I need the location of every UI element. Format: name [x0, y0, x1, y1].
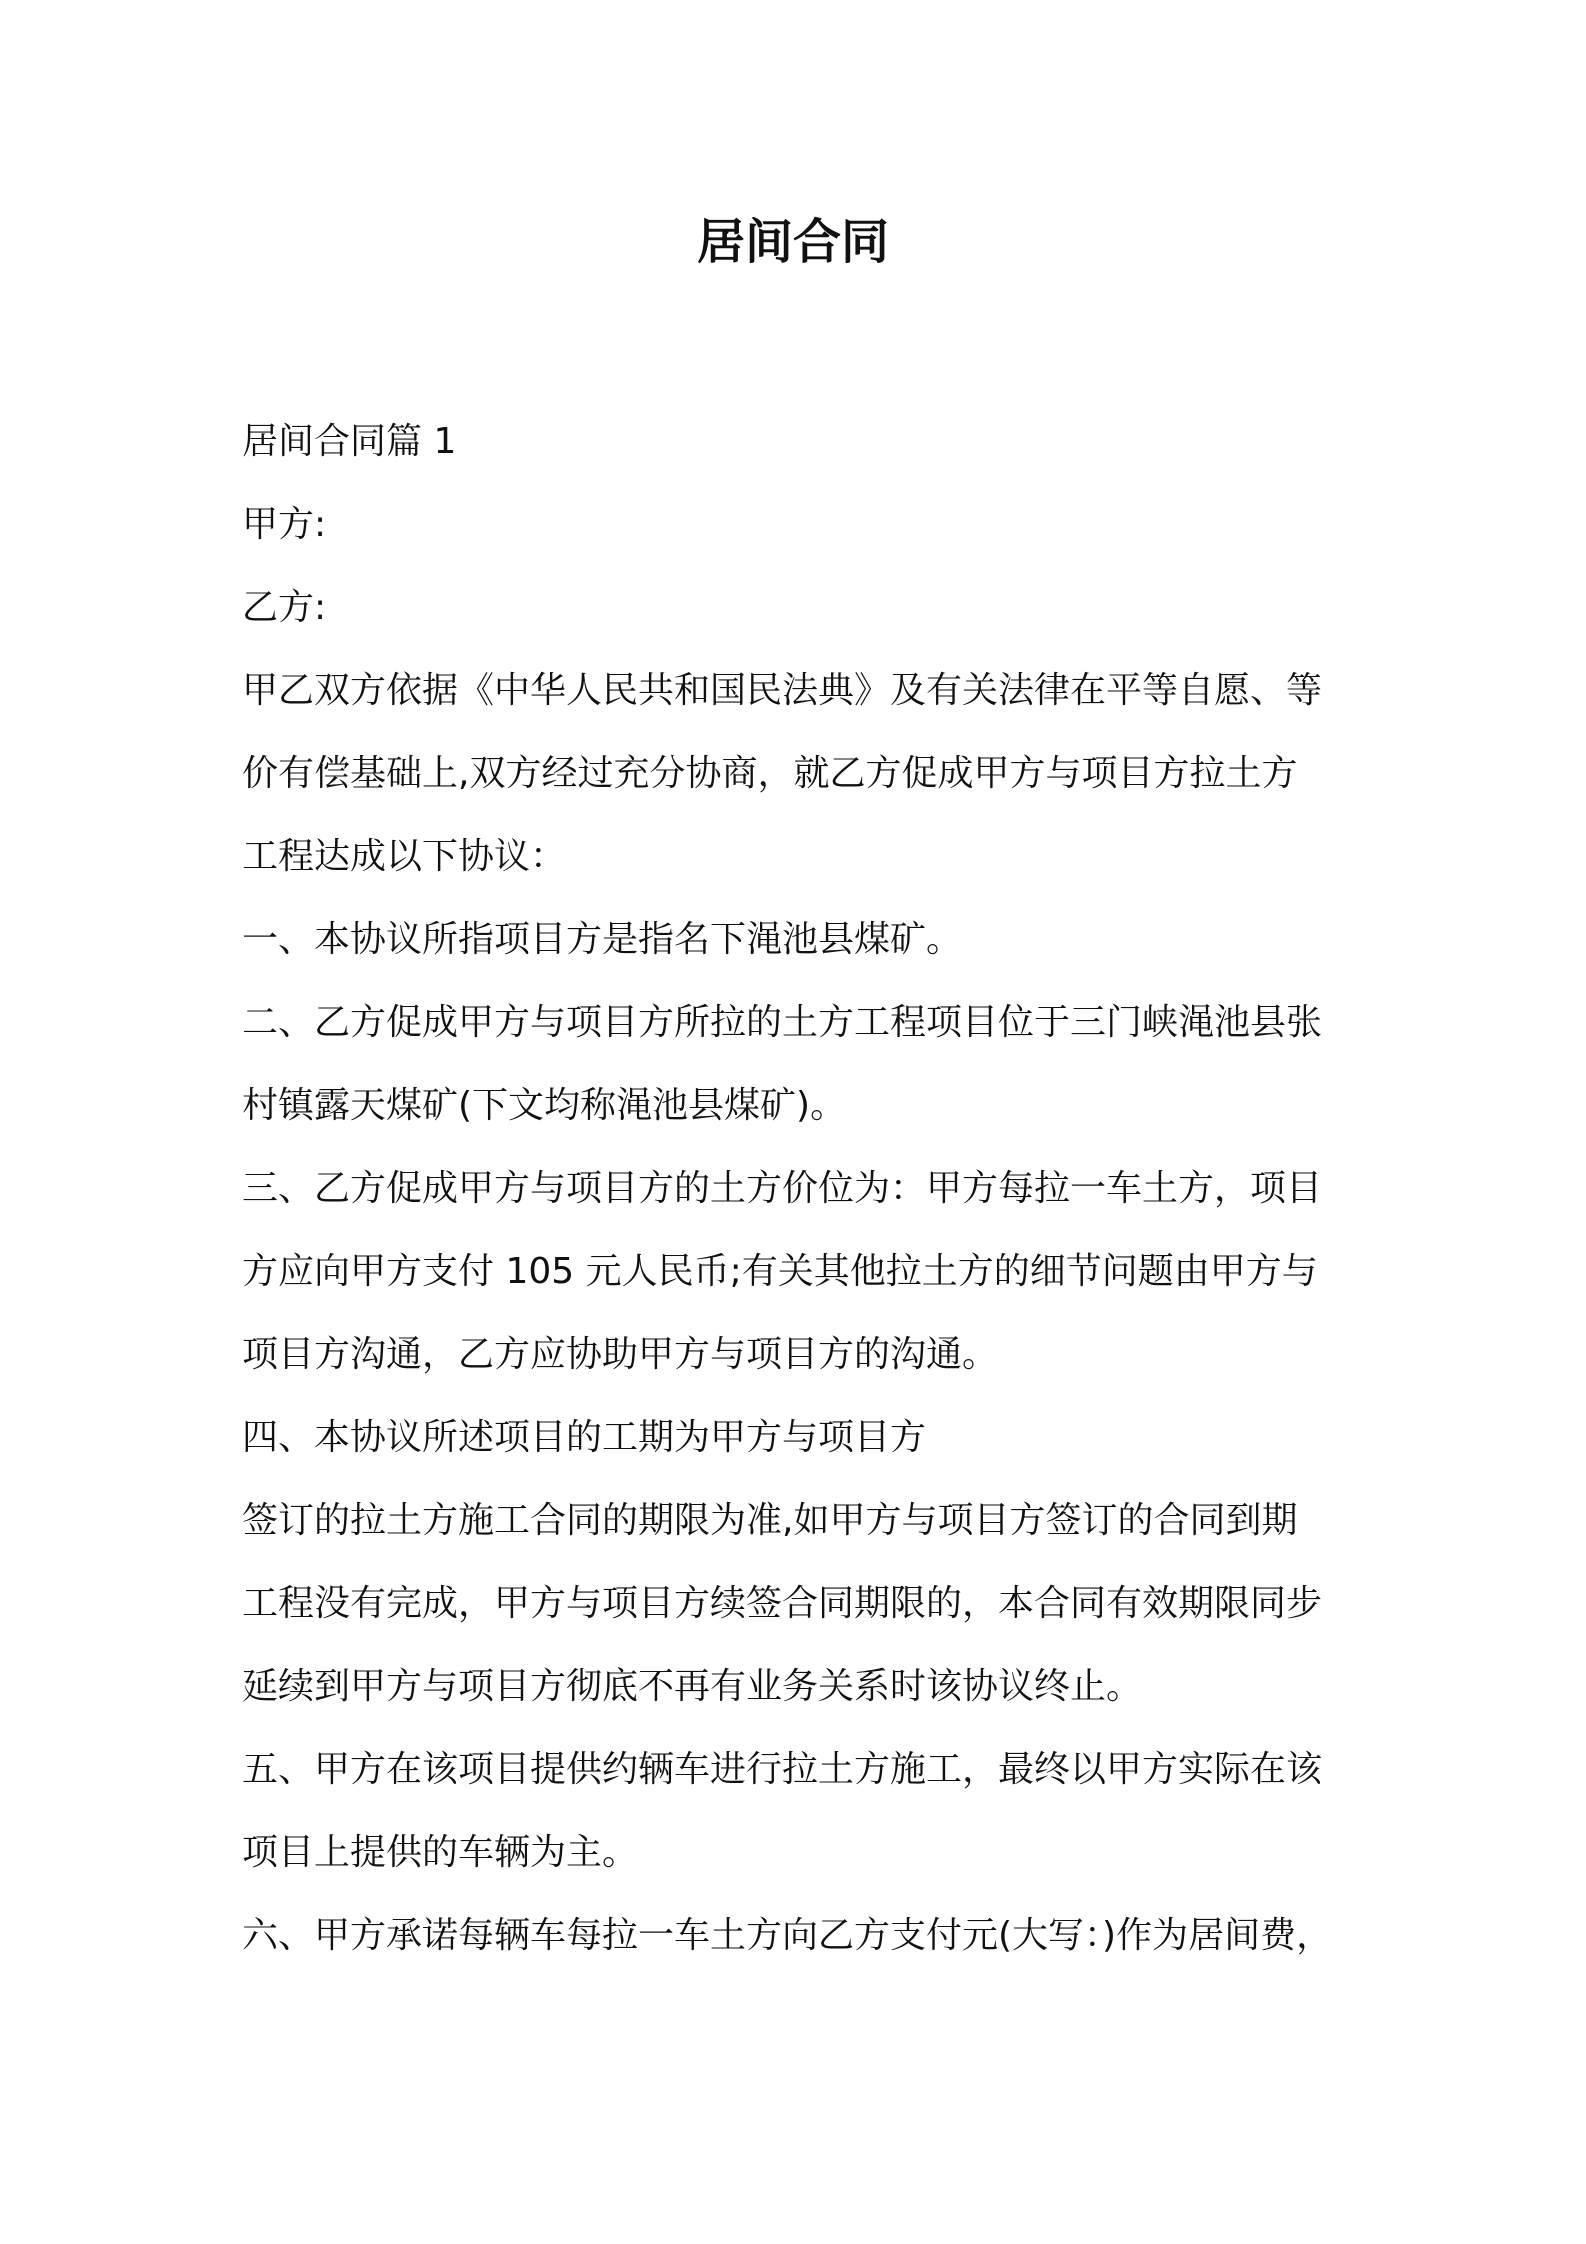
party-b-line: 乙方:	[242, 587, 327, 628]
clause-3-line: 方应向甲方支付 105 元人民币;有关其他拉土方的细节问题由甲方与	[242, 1251, 1318, 1292]
clause-4-line: 签订的拉土方施工合同的期限为准,如甲方与项目方签订的合同到期	[242, 1500, 1298, 1541]
text-line: 甲乙双方依据《中华人民共和国民法典》及有关法律在平等自愿、等	[242, 670, 1323, 711]
clause-2-line: 二、乙方促成甲方与项目方所拉的土方工程项目位于三门峡渑池县张	[242, 1002, 1323, 1043]
party-a-line: 甲方:	[242, 504, 327, 545]
clause-4-line: 延续到甲方与项目方彻底不再有业务关系时该协议终止。	[242, 1666, 1143, 1707]
clause-4-line: 工程没有完成，甲方与项目方续签合同期限的，本合同有效期限同步	[242, 1583, 1323, 1624]
clause-5-line: 五、甲方在该项目提供约辆车进行拉土方施工，最终以甲方实际在该	[242, 1749, 1323, 1790]
section-heading: 居间合同篇 1	[242, 421, 457, 462]
clause-4-line: 四、本协议所述项目的工期为甲方与项目方	[242, 1417, 927, 1458]
clause-3-line: 项目方沟通，乙方应协助甲方与项目方的沟通。	[242, 1334, 999, 1375]
clause-3-line: 三、乙方促成甲方与项目方的土方价位为：甲方每拉一车土方，项目	[242, 1168, 1323, 1209]
clause-6-line: 六、甲方承诺每辆车每拉一车土方向乙方支付元(大写：)作为居间费，	[242, 1915, 1333, 1956]
clause-2-line: 村镇露天煤矿(下文均称渑池县煤矿)。	[242, 1085, 847, 1126]
document-body	[242, 400, 1362, 1977]
clause-5-line: 项目上提供的车辆为主。	[242, 1832, 639, 1873]
text-line: 价有偿基础上,双方经过充分协商，就乙方促成甲方与项目方拉土方	[242, 753, 1298, 794]
text-line: 工程达成以下协议：	[242, 836, 567, 877]
clause-1-line: 一、本协议所指项目方是指名下渑池县煤矿。	[242, 919, 963, 960]
document-title: 居间合同	[696, 214, 889, 270]
